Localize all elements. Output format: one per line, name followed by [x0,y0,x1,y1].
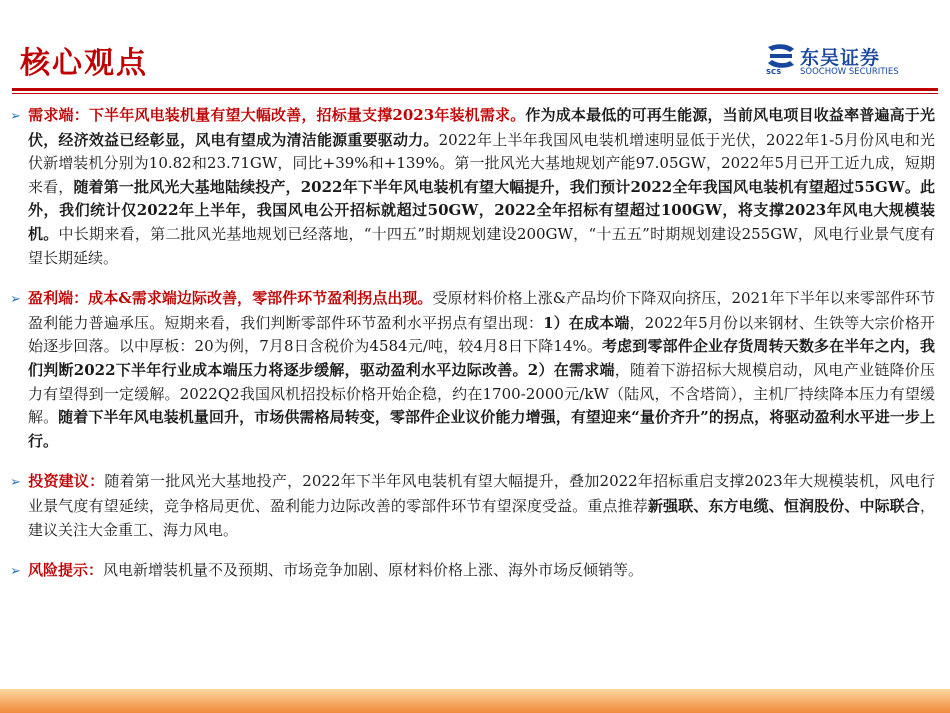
arrow-bullet-icon: ➢ [10,475,21,491]
arrow-bullet-icon: ➢ [10,109,21,124]
logo-name-cn: 东吴证券 [800,47,881,69]
demand-text: 2022年上半年我国风电装机增速明显低于光伏，2022年1-5月份风电和光伏新增装机分别为10.82和23.71GW，同比+39%和+139%。第一批风光大基地规划产能97.05GW，2022年5月已开工近九成，短期来看， [28,130,935,196]
page-title: 核心观点 [20,46,148,81]
section-investment [10,470,935,542]
footer-bar [0,689,950,713]
risk-heading: 风险提示： [28,561,104,580]
investment-watch: ，建议关注大金重工、海力风电。 [28,496,935,539]
key-points [10,104,935,601]
investment-text: 随着第一批风光大基地投产，2022年下半年风电装机有望大幅提升，叠加2022年招标重启支撑2023年大规模装机，风电行业景气度有望延续，竞争格局更优、盈利能力边际改善的零部件环节有望深度受益。重点推荐 [28,472,935,515]
profit-heading: 盈利端：成本&需求端边际改善，零部件环节盈利拐点出现。 [28,289,433,308]
demand-lead: 作为成本最低的可再生能源，当前风电项目收益率普遍高于光伏，经济效益已经彰显，风电有望成为清洁能源重要驱动力。 [28,106,935,149]
header-divider-thin [12,93,938,94]
logo-mark-icon [766,43,796,69]
demand-heading: 需求端：下半年风电装机量有望大幅改善，招标量支撑2023年装机需求。 [28,106,526,124]
profit-demand-text: ，随着下游招标大规模启动，风电产业链降价压力有望得到一定缓解。2022Q2我国风机招投标价格开始企稳，约在1700-2000元/kW（陆风，不含塔筒），主机厂持续降本压力有望缓解。 [28,360,935,427]
profit-conclusion: 随着下半年风电装机量回升，市场供需格局转变，零部件企业议价能力增强，有望迎来“量价齐升”的拐点，将驱动盈利水平进一步上行。 [28,408,935,450]
profit-cost-text: ，2022年5月份以来钢材、生铁等大宗价格开始逐步回落。以中厚板：20为例，7月8日含税价为4584元/吨，较4月8日下降14%。 [28,313,935,356]
profit-highlight: 考虑到零部件企业存货周转天数多在半年之内，我们判断2022下半年行业成本端压力将逐步缓解，驱动盈利水平边际改善。2）在需求端 [28,337,935,379]
demand-outlook: 中长期来看，第二批风光基地规划已经落地，“十四五”时期规划建设200GW，“十五五”时期规划建设255GW，风电行业景气度有望长期延续。 [28,224,935,267]
investment-picks: 新强联、东方电缆、恒润股份、中际联合 [647,496,920,515]
logo-abbr: SCS [766,68,782,76]
investment-heading: 投资建议： [28,472,105,491]
logo-name-en: SOOCHOW SECURITIES [800,67,899,77]
risk-text: 风电新增装机量不及预期、市场竞争加剧、原材料价格上涨、海外市场反倾销等。 [103,561,644,580]
company-logo [766,43,936,79]
header-divider [12,88,938,91]
profit-text: 受原材料价格上涨&产品均价下降双向挤压，2021年下半年以来零部件环节盈利能力普遍承压。短期来看，我们判断零部件环节盈利水平拐点有望出现： [28,289,936,332]
arrow-bullet-icon: ➢ [10,564,21,580]
section-demand [10,104,935,270]
section-risk [10,559,935,584]
demand-highlight: 随着第一批风光大基地陆续投产，2022年下半年风电装机有望大幅提升，我们预计2022全年我国风电装机有望超过55GW。此外，我们统计仅2022年上半年，我国风电公开招标就超过50GW，2022全年招标有望超过100GW，将支撑2023年风电大规模装机。 [28,177,935,243]
profit-cost-label: 1）在成本端 [543,313,630,332]
arrow-bullet-icon: ➢ [10,292,21,308]
section-profit [10,287,935,453]
